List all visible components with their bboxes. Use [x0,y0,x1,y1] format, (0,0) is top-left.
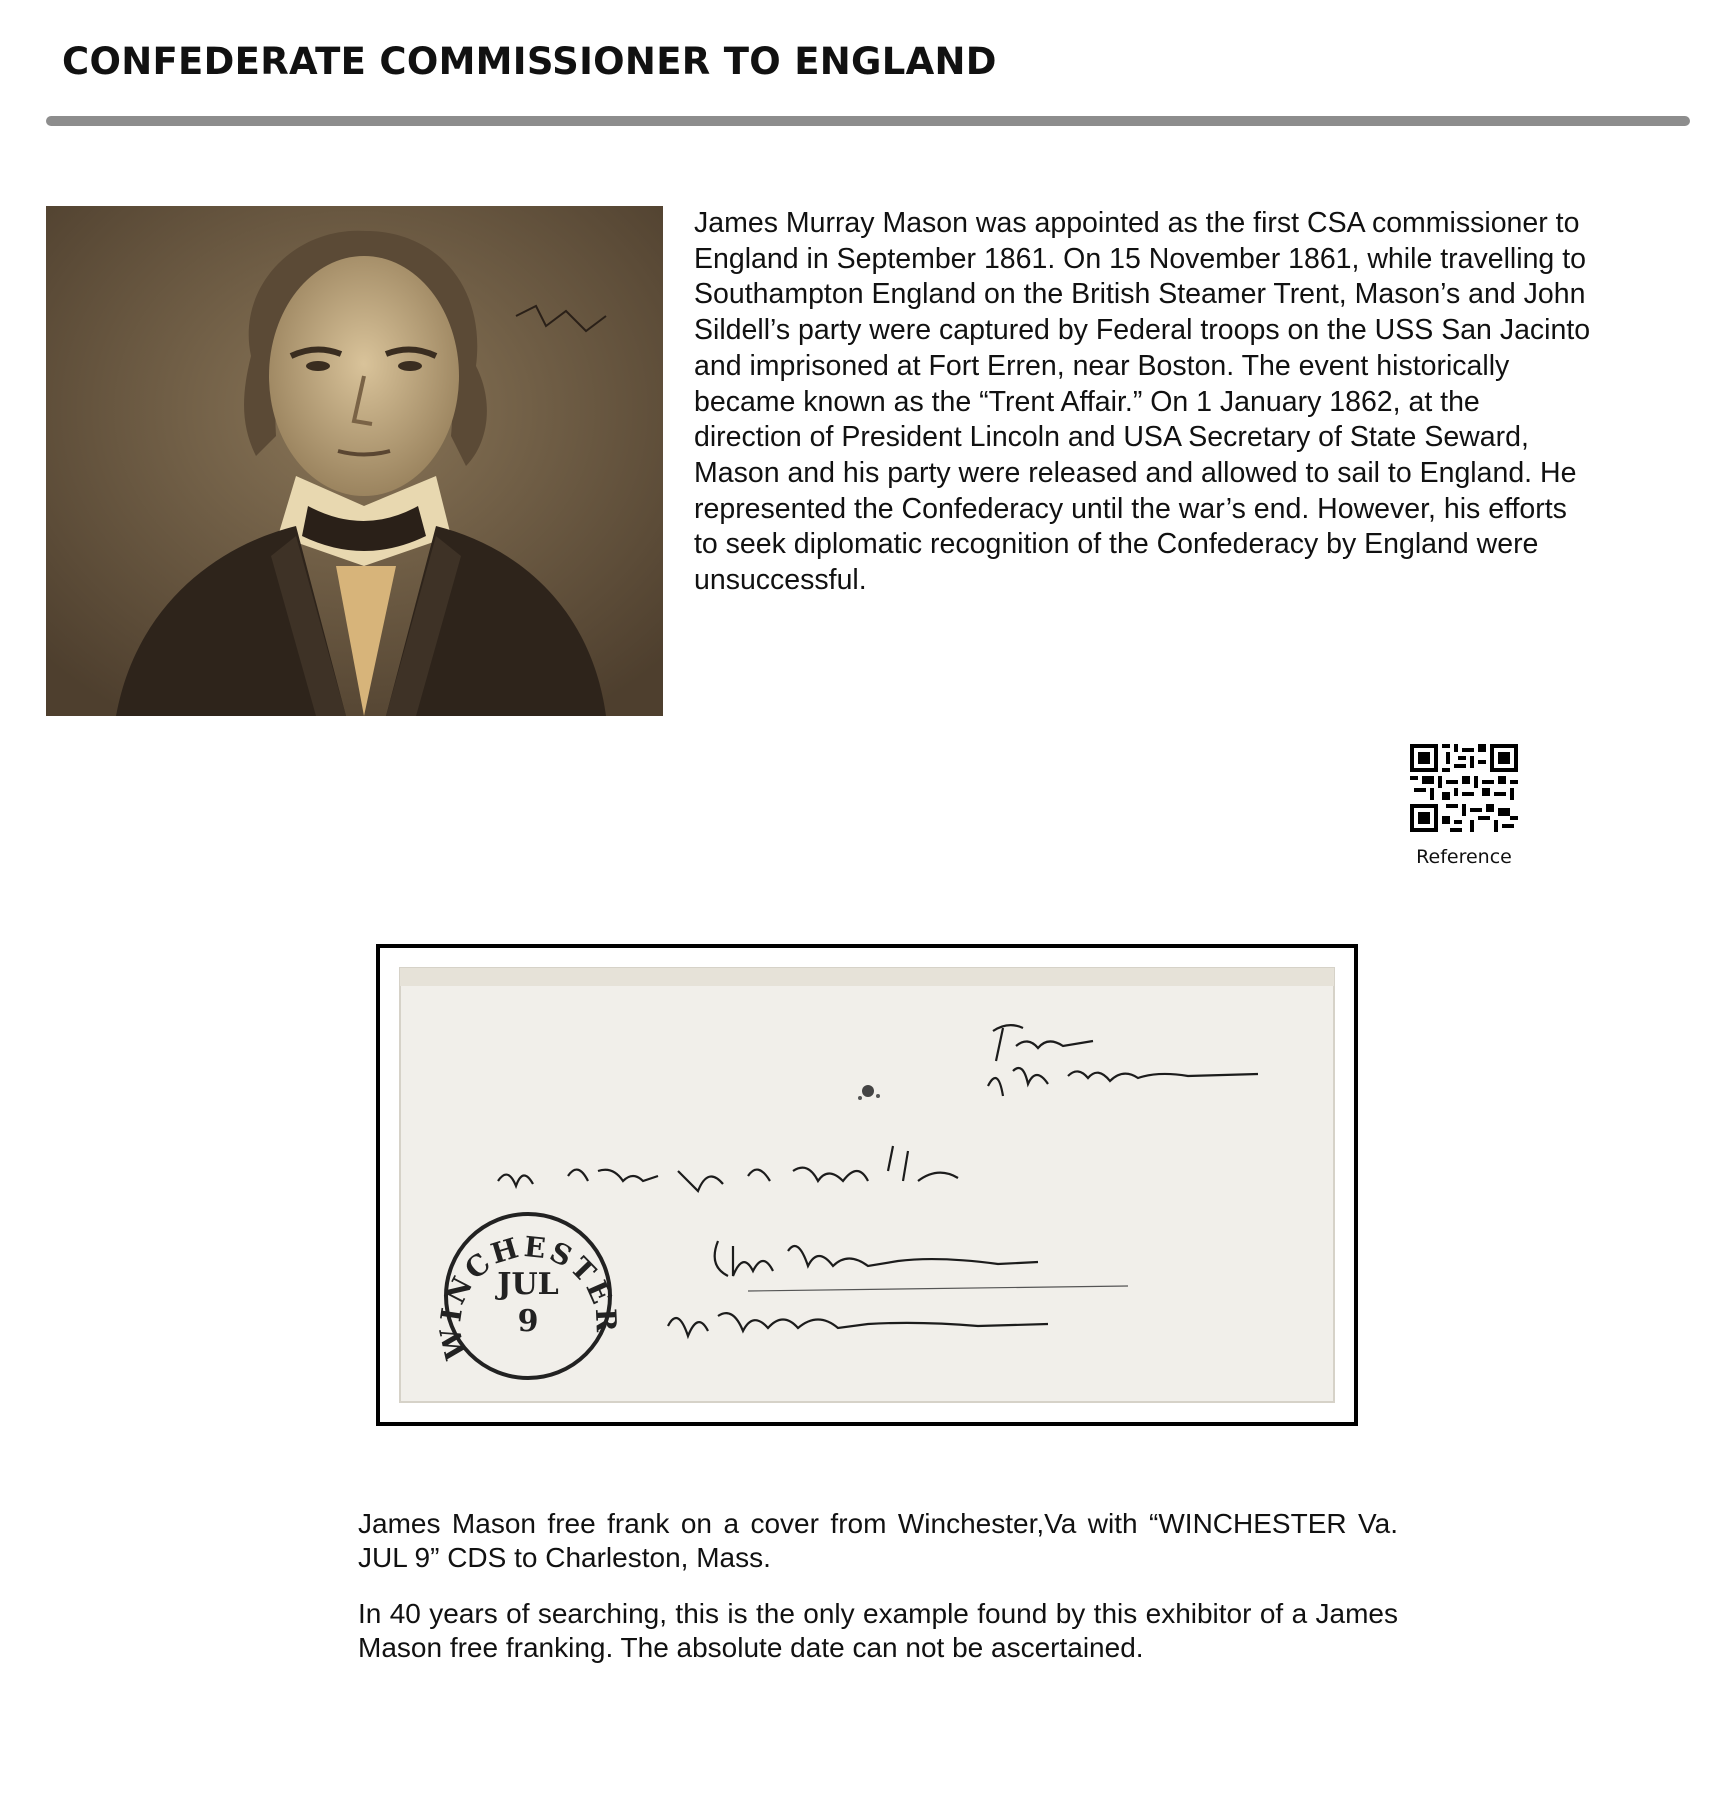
postmark-town: WINCHESTER [432,1230,623,1363]
qr-label: Reference [1416,846,1512,868]
postmark-month: JUL [497,1267,559,1302]
cover-caption: James Mason free frank on a cover from Winchester,Va with “WINCHESTER Va. JUL 9” CDS to Charleston, Mass. [358,1508,1398,1573]
biography-text: James Murray Mason was appointed as the first CSA commissioner to England in September 1861. On 15 November 1861, while travelling to Southampton England on the British Steamer Trent, Mason’s and John Sildell’s party were captured by Federal troops on the USS San Jacinto and imprisoned at Fort Erren, near Boston. The event historically became known as the “Trent Affair.” On 1 January 1862, at the direction of President Lincoln and USA Secretary of State Seward, Mason and his party were released and allowed to sail to England. He represented the Confederacy until the war’s end. However, his efforts to seek diplomatic recognition of the Confederacy by England were unsuccessful. [694,207,1591,597]
title-divider [46,116,1690,126]
cover-frame [376,944,1358,1426]
cover-envelope [398,966,1336,1404]
page-title: CONFEDERATE COMMISSIONER TO ENGLAND [62,40,997,83]
postmark-day: 9 [517,1304,539,1339]
qr-code[interactable] [1410,744,1518,832]
cover-note: In 40 years of searching, this is the only example found by this exhibitor of a James Mason free franking. The absolute date can not be ascertained. [358,1598,1398,1663]
portrait-photo [46,206,663,716]
